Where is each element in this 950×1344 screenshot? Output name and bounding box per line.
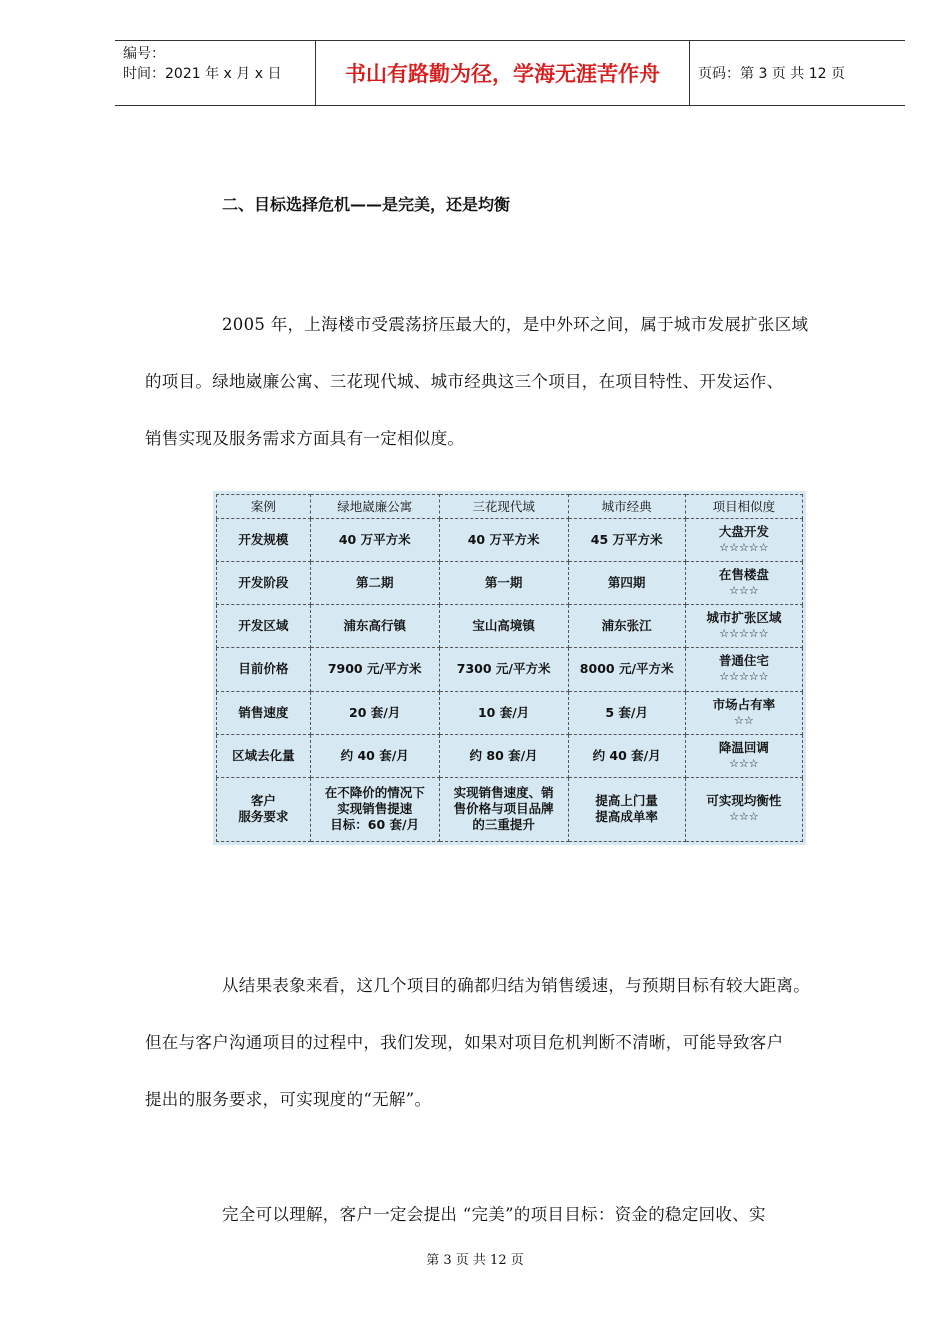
row-label: 销售速度 bbox=[217, 691, 311, 734]
star-rating: ☆☆☆ bbox=[729, 584, 759, 598]
similarity-label: 在售楼盘 bbox=[718, 567, 769, 583]
paragraph-2-line-3: 提出的服务要求，可实现度的“无解”。 bbox=[145, 1090, 432, 1109]
table-cell: 45 万平方米 bbox=[568, 519, 685, 562]
table-cell: 10 套/月 bbox=[439, 691, 568, 734]
table-cell: 7900 元/平方米 bbox=[310, 648, 439, 691]
similarity-label: 城市扩张区域 bbox=[706, 610, 782, 626]
section-title: 二、目标选择危机——是完美，还是均衡 bbox=[222, 195, 511, 214]
table-cell: 40 万平方米 bbox=[310, 519, 439, 562]
table-header-row bbox=[217, 495, 803, 519]
table-row bbox=[217, 648, 803, 691]
row-label: 开发阶段 bbox=[217, 562, 311, 605]
similarity-label: 市场占有率 bbox=[712, 696, 776, 712]
star-rating: ☆☆☆☆☆ bbox=[719, 541, 769, 555]
table-header-cell: 城市经典 bbox=[568, 495, 685, 519]
similarity-cell bbox=[685, 734, 802, 777]
similarity-label: 大盘开发 bbox=[718, 524, 769, 540]
similarity-label: 可实现均衡性 bbox=[706, 793, 782, 809]
page-header bbox=[115, 40, 905, 106]
star-rating: ☆☆☆☆☆ bbox=[719, 670, 769, 684]
star-rating: ☆☆ bbox=[734, 713, 754, 727]
table-cell: 20 套/月 bbox=[310, 691, 439, 734]
similarity-cell bbox=[685, 562, 802, 605]
table-cell: 宝山高境镇 bbox=[439, 605, 568, 648]
table-row bbox=[217, 691, 803, 734]
paragraph-2-line-1: 从结果表象来看，这几个项目的确都归结为销售缓速，与预期目标有较大距离。 bbox=[222, 976, 810, 995]
row-label: 客户 服务要求 bbox=[217, 777, 311, 841]
table-cell: 第二期 bbox=[310, 562, 439, 605]
header-motto: 书山有路勤为径，学海无涯苦作舟 bbox=[315, 41, 690, 105]
table-row bbox=[217, 734, 803, 777]
paragraph-1-line-2: 的项目。绿地崴廉公寓、三花现代城、城市经典这三个项目，在项目特性、开发运作、 bbox=[145, 372, 784, 391]
table-header-cell: 三花现代域 bbox=[439, 495, 568, 519]
paragraph-1-line-3: 销售实现及服务需求方面具有一定相似度。 bbox=[145, 429, 465, 448]
paragraph-2-line-2: 但在与客户沟通项目的过程中，我们发现，如果对项目危机判断不清晰，可能导致客户 bbox=[145, 1033, 784, 1052]
table-cell: 40 万平方米 bbox=[439, 519, 568, 562]
similarity-cell bbox=[685, 605, 802, 648]
table-cell: 7300 元/平方米 bbox=[439, 648, 568, 691]
table-cell: 约 40 套/月 bbox=[310, 734, 439, 777]
table-cell: 8000 元/平方米 bbox=[568, 648, 685, 691]
header-meta bbox=[115, 41, 315, 105]
row-label: 目前价格 bbox=[217, 648, 311, 691]
header-time: 时间：2021 年 x 月 x 日 bbox=[123, 66, 282, 82]
similarity-cell bbox=[685, 777, 802, 841]
table-cell: 5 套/月 bbox=[568, 691, 685, 734]
star-rating: ☆☆☆ bbox=[729, 756, 759, 770]
table-cell: 实现销售速度、销 售价格与项目品牌 的三重提升 bbox=[439, 777, 568, 841]
comparison-table bbox=[213, 491, 806, 845]
table-row bbox=[217, 519, 803, 562]
table-cell: 第一期 bbox=[439, 562, 568, 605]
paragraph-1-line-1: 2005 年，上海楼市受震荡挤压最大的，是中外环之间，属于城市发展扩张区域 bbox=[222, 315, 809, 334]
table-row bbox=[217, 605, 803, 648]
similarity-label: 降温回调 bbox=[718, 739, 769, 755]
table-row bbox=[217, 562, 803, 605]
table-header-cell: 项目相似度 bbox=[685, 495, 802, 519]
table-cell: 浦东张江 bbox=[568, 605, 685, 648]
paragraph-3-line-1: 完全可以理解，客户一定会提出 “完美”的项目目标：资金的稳定回收、实 bbox=[222, 1205, 766, 1224]
table-cell: 浦东高行镇 bbox=[310, 605, 439, 648]
similarity-cell bbox=[685, 519, 802, 562]
table-row bbox=[217, 777, 803, 841]
table-header-cell: 绿地崴廉公寓 bbox=[310, 495, 439, 519]
star-rating: ☆☆☆☆☆ bbox=[719, 627, 769, 641]
header-page: 页码：第 3 页 共 12 页 bbox=[698, 66, 845, 82]
table-cell: 约 80 套/月 bbox=[439, 734, 568, 777]
similarity-cell bbox=[685, 691, 802, 734]
row-label: 开发规模 bbox=[217, 519, 311, 562]
row-label: 区域去化量 bbox=[217, 734, 311, 777]
star-rating: ☆☆☆ bbox=[729, 810, 759, 824]
page-footer: 第 3 页 共 12 页 bbox=[426, 1253, 524, 1268]
table-cell: 约 40 套/月 bbox=[568, 734, 685, 777]
table-header-cell: 案例 bbox=[217, 495, 311, 519]
similarity-cell bbox=[685, 648, 802, 691]
table-cell: 提高上门量 提高成单率 bbox=[568, 777, 685, 841]
similarity-label: 普通住宅 bbox=[718, 653, 769, 669]
table-cell: 第四期 bbox=[568, 562, 685, 605]
row-label: 开发区域 bbox=[217, 605, 311, 648]
table-cell: 在不降价的情况下 实现销售提速 目标：60 套/月 bbox=[310, 777, 439, 841]
header-number: 编号： bbox=[123, 46, 165, 62]
